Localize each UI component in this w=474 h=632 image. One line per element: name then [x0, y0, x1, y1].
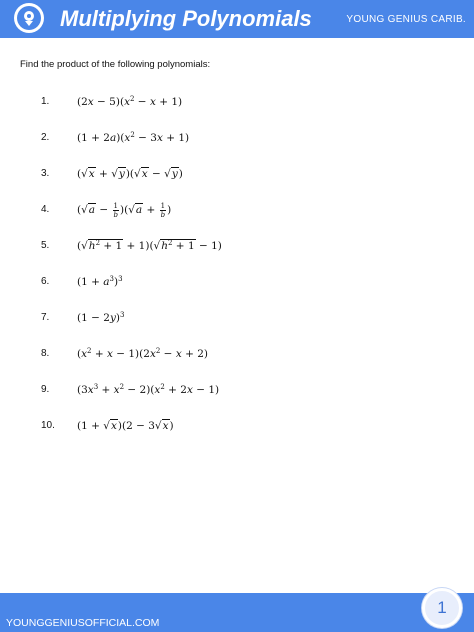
- problem-item: [0, 416, 474, 436]
- problem-number: 4.: [41, 204, 50, 215]
- problem-number: 5.: [41, 240, 50, 251]
- problem-expression: $(x^2 + x - 1)(2x^2 - x + 2)$: [77, 347, 208, 360]
- problem-expression: $(1 - 2y)^3$: [77, 311, 125, 324]
- problem-expression: (√a − $\frac{1}{b}$ )(√a + $\frac{1}{b}$ ): [77, 201, 172, 219]
- website-link[interactable]: YOUNGGENIUSOFFICIAL.COM: [6, 617, 160, 629]
- problem-expression: $(3x^3 + x^2 - 2)(x^2 + 2x - 1)$: [77, 383, 220, 396]
- problem-item: [0, 308, 474, 328]
- problem-number: 9.: [41, 384, 50, 395]
- problem-item: [0, 128, 474, 148]
- problem-number: 3.: [41, 168, 50, 179]
- genius-logo-icon: [14, 3, 44, 33]
- problem-expression: (√x + √y)(√x − √y): [77, 168, 183, 180]
- problem-expression: (1 + √x)(2 − 3√x): [77, 420, 174, 432]
- problem-number: 10.: [41, 420, 55, 431]
- problem-item: [0, 272, 474, 292]
- page-number-badge: 1: [422, 588, 462, 628]
- footer-bar: [0, 593, 474, 632]
- problem-number: 8.: [41, 348, 50, 359]
- page-title: Multiplying Polynomials: [60, 6, 312, 31]
- brand-name: YOUNG GENIUS CARIB.: [346, 14, 466, 25]
- problem-expression: $(√h^2 + 1 + 1)(√h^2 + 1 - 1)$: [77, 239, 222, 252]
- problem-number: 7.: [41, 312, 50, 323]
- problem-number: 6.: [41, 276, 50, 287]
- problem-item: [0, 92, 474, 112]
- problem-item: [0, 236, 474, 256]
- problem-number: 2.: [41, 132, 50, 143]
- problem-item: [0, 344, 474, 364]
- problem-number: 1.: [41, 96, 50, 107]
- problem-item: [0, 380, 474, 400]
- problem-expression: $(2x - 5)(x^2 - x + 1)$: [77, 95, 183, 108]
- problem-item: [0, 200, 474, 220]
- instruction-text: Find the product of the following polynomials:: [20, 59, 211, 70]
- problem-expression: $(1 + a^3)^3$: [77, 275, 123, 288]
- problem-expression: $(1 + 2a)(x^2 - 3x + 1)$: [77, 131, 190, 144]
- header-bar: [0, 0, 474, 38]
- problem-item: [0, 164, 474, 184]
